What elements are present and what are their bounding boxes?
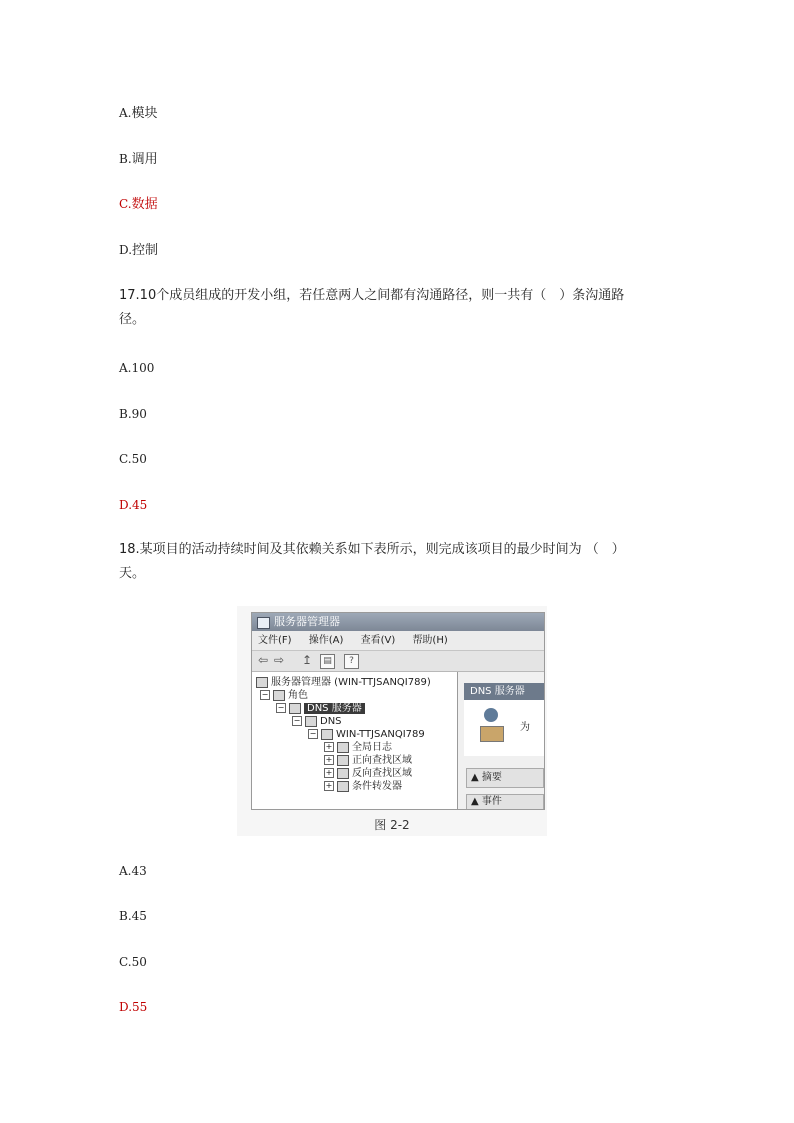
q18-option-d: D.55 — [119, 1000, 148, 1014]
details-pane — [458, 672, 544, 809]
q18-option-c: C.50 — [119, 955, 147, 969]
tree-dns[interactable]: − DNS — [293, 716, 342, 727]
forward-arrow-icon[interactable]: ⇨ — [274, 653, 285, 667]
network-icon — [480, 726, 504, 742]
toolbar — [252, 651, 544, 672]
events-label: 事件 — [481, 796, 502, 807]
collapse-icon[interactable]: − — [309, 729, 317, 738]
q18-stem-line2: 天。 — [119, 566, 146, 581]
tree-reverse-zone[interactable]: + 反向查找区域 — [325, 768, 412, 779]
folder-icon — [337, 781, 349, 792]
globe-icon — [484, 708, 498, 722]
tree-global-log[interactable]: + 全局日志 — [325, 742, 392, 753]
details-text: 为 — [520, 722, 530, 733]
tree-forwarders[interactable]: + 条件转发器 — [325, 781, 402, 792]
console-tree — [252, 672, 458, 809]
q18-option-a: A.43 — [119, 864, 147, 878]
figure-caption: 图 2-2 — [374, 818, 410, 832]
q16-option-c: C.数据 — [119, 197, 158, 212]
collapse-icon[interactable]: − — [261, 690, 269, 699]
roles-icon — [273, 690, 285, 701]
q17-option-b: B.90 — [119, 407, 147, 421]
expand-icon[interactable]: + — [325, 768, 333, 777]
collapse-icon[interactable]: − — [293, 716, 301, 725]
menu-file[interactable]: 文件(F) — [258, 635, 292, 646]
console-tree-icon[interactable]: ▤ — [320, 654, 335, 669]
q16-option-a: A.模块 — [119, 106, 158, 121]
expand-icon[interactable]: + — [325, 781, 333, 790]
q18-stem — [119, 538, 679, 586]
collapse-circle-icon[interactable]: ▲ — [471, 796, 479, 807]
details-header: DNS 服务器 — [464, 683, 544, 700]
q17-option-a: A.100 — [119, 361, 155, 375]
q17-option-c: C.50 — [119, 452, 147, 466]
log-icon — [337, 742, 349, 753]
window-title: 服务器管理器 — [274, 615, 340, 628]
folder-icon — [337, 768, 349, 779]
q16-option-b: B.调用 — [119, 152, 158, 167]
figure-server-manager — [237, 606, 547, 836]
collapse-circle-icon[interactable]: ▲ — [471, 772, 479, 783]
up-level-icon[interactable]: ↥ — [302, 653, 313, 667]
window-titlebar — [252, 613, 544, 631]
tree-roles[interactable]: − 角色 — [261, 690, 308, 701]
dns-icon — [305, 716, 317, 727]
tree-forward-zone[interactable]: + 正向查找区域 — [325, 755, 412, 766]
dns-server-icon — [289, 703, 301, 714]
menu-view[interactable]: 查看(V) — [360, 635, 396, 646]
host-icon — [321, 729, 333, 740]
q17-stem-line2: 径。 — [119, 312, 146, 327]
q17-stem — [119, 284, 679, 332]
help-icon[interactable]: ? — [344, 654, 359, 669]
q17-option-d: D.45 — [119, 498, 148, 512]
server-manager-icon — [257, 617, 270, 629]
q17-stem-line1: 17.10个成员组成的开发小组，若任意两人之间都有沟通路径，则一共有（ ）条沟通路 — [119, 288, 625, 303]
tree-dns-server[interactable]: − DNS 服务器 — [276, 702, 365, 715]
summary-label: 摘要 — [481, 772, 502, 783]
server-manager-window — [251, 612, 545, 810]
q16-option-d: D.控制 — [119, 243, 159, 258]
back-arrow-icon[interactable]: ⇦ — [258, 653, 269, 667]
menu-action[interactable]: 操作(A) — [308, 635, 344, 646]
tree-root[interactable]: 服务器管理器 (WIN-TTJSANQI789) — [256, 676, 431, 689]
events-section[interactable] — [466, 794, 544, 810]
server-icon — [256, 677, 268, 688]
details-body — [464, 700, 544, 756]
expand-icon[interactable]: + — [325, 742, 333, 751]
q18-stem-line1: 18.某项目的活动持续时间及其依赖关系如下表所示，则完成该项目的最少时间为 （ ） — [119, 542, 625, 557]
menu-bar — [252, 631, 544, 651]
q18-option-b: B.45 — [119, 909, 147, 923]
expand-icon[interactable]: + — [325, 755, 333, 764]
tree-host[interactable]: − WIN-TTJSANQI789 — [309, 729, 425, 740]
menu-help[interactable]: 帮助(H) — [412, 635, 448, 646]
folder-icon — [337, 755, 349, 766]
collapse-icon[interactable]: − — [277, 703, 285, 712]
summary-section[interactable] — [466, 768, 544, 788]
